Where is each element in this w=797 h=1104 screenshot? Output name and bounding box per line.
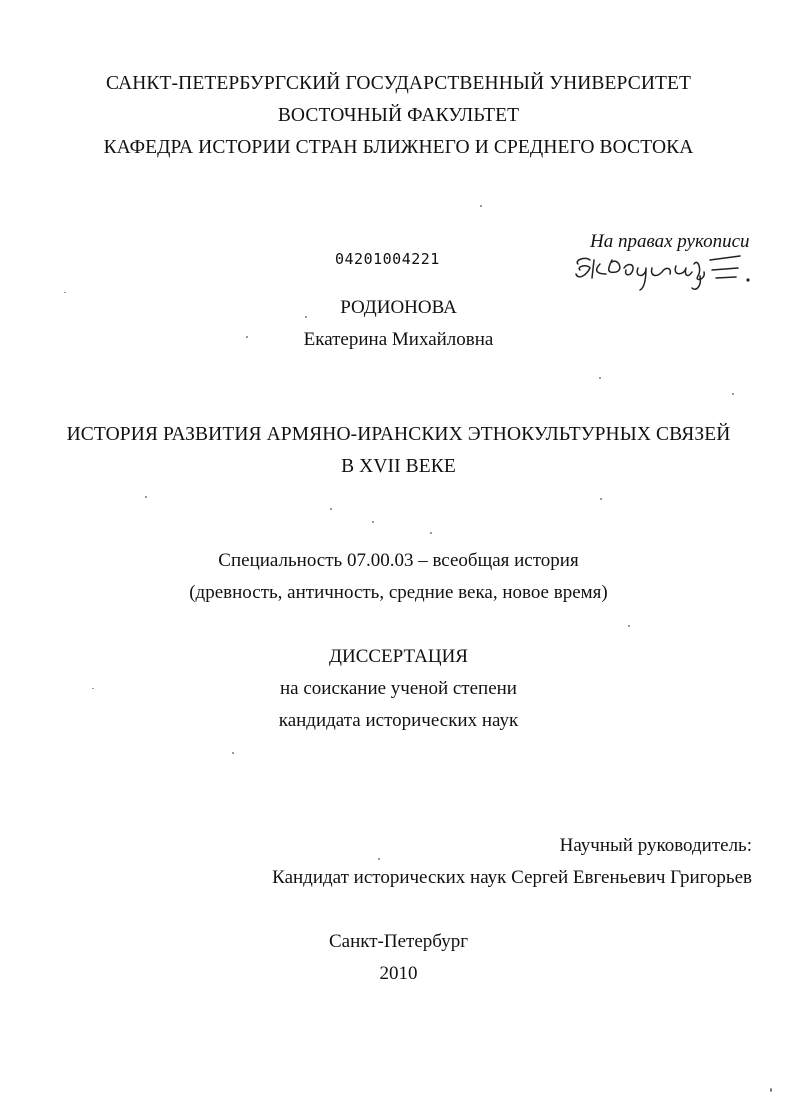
city: Санкт-Петербург bbox=[328, 931, 468, 952]
dissertation-label: ДИССЕРТАЦИЯ bbox=[329, 646, 468, 667]
scan-speck bbox=[305, 316, 307, 318]
scan-speck bbox=[628, 625, 630, 627]
scan-speck bbox=[599, 377, 601, 379]
supervisor-label: Научный руководитель: bbox=[559, 835, 752, 856]
scan-speck bbox=[64, 292, 66, 293]
university-name: САНКТ-ПЕТЕРБУРГСКИЙ ГОСУДАРСТВЕННЫЙ УНИВЕРСИТЕТ bbox=[105, 73, 692, 94]
manuscript-note: На правах рукописи bbox=[590, 231, 750, 252]
scan-speck bbox=[600, 498, 602, 500]
scan-speck bbox=[232, 752, 234, 754]
department-name: КАФЕДРА ИСТОРИИ СТРАН БЛИЖНЕГО И СРЕДНЕГО ВОСТОКА bbox=[103, 137, 694, 158]
author-signature bbox=[572, 250, 758, 298]
scan-speck bbox=[92, 688, 94, 689]
scan-speck bbox=[246, 336, 248, 338]
scan-speck bbox=[770, 1088, 772, 1092]
author-surname: РОДИОНОВА bbox=[340, 297, 457, 318]
scan-speck bbox=[330, 508, 332, 510]
registry-number: 04201004221 bbox=[335, 250, 440, 268]
faculty-name: ВОСТОЧНЫЙ ФАКУЛЬТЕТ bbox=[277, 105, 520, 126]
author-given-names: Екатерина Михайловна bbox=[303, 329, 494, 350]
dissertation-title-line-1: ИСТОРИЯ РАЗВИТИЯ АРМЯНО-ИРАНСКИХ ЭТНОКУЛЬТУРНЫХ СВЯЗЕЙ bbox=[66, 424, 731, 445]
specialty-line-1: Специальность 07.00.03 – всеобщая история bbox=[218, 550, 579, 571]
scan-speck bbox=[145, 496, 147, 498]
degree-line-2: кандидата исторических наук bbox=[278, 710, 519, 731]
scan-speck bbox=[372, 521, 374, 523]
year: 2010 bbox=[379, 963, 418, 984]
dissertation-title-line-2: В XVII ВЕКЕ bbox=[341, 456, 456, 477]
degree-line-1: на соискание ученой степени bbox=[280, 678, 517, 699]
scan-speck bbox=[430, 532, 432, 534]
scan-speck bbox=[378, 858, 380, 860]
supervisor-name: Кандидат исторических наук Сергей Евгеньевич Григорьев bbox=[272, 867, 752, 888]
scan-speck bbox=[732, 393, 734, 395]
scan-speck bbox=[480, 205, 482, 207]
specialty-line-2: (древность, античность, средние века, новое время) bbox=[189, 582, 608, 603]
